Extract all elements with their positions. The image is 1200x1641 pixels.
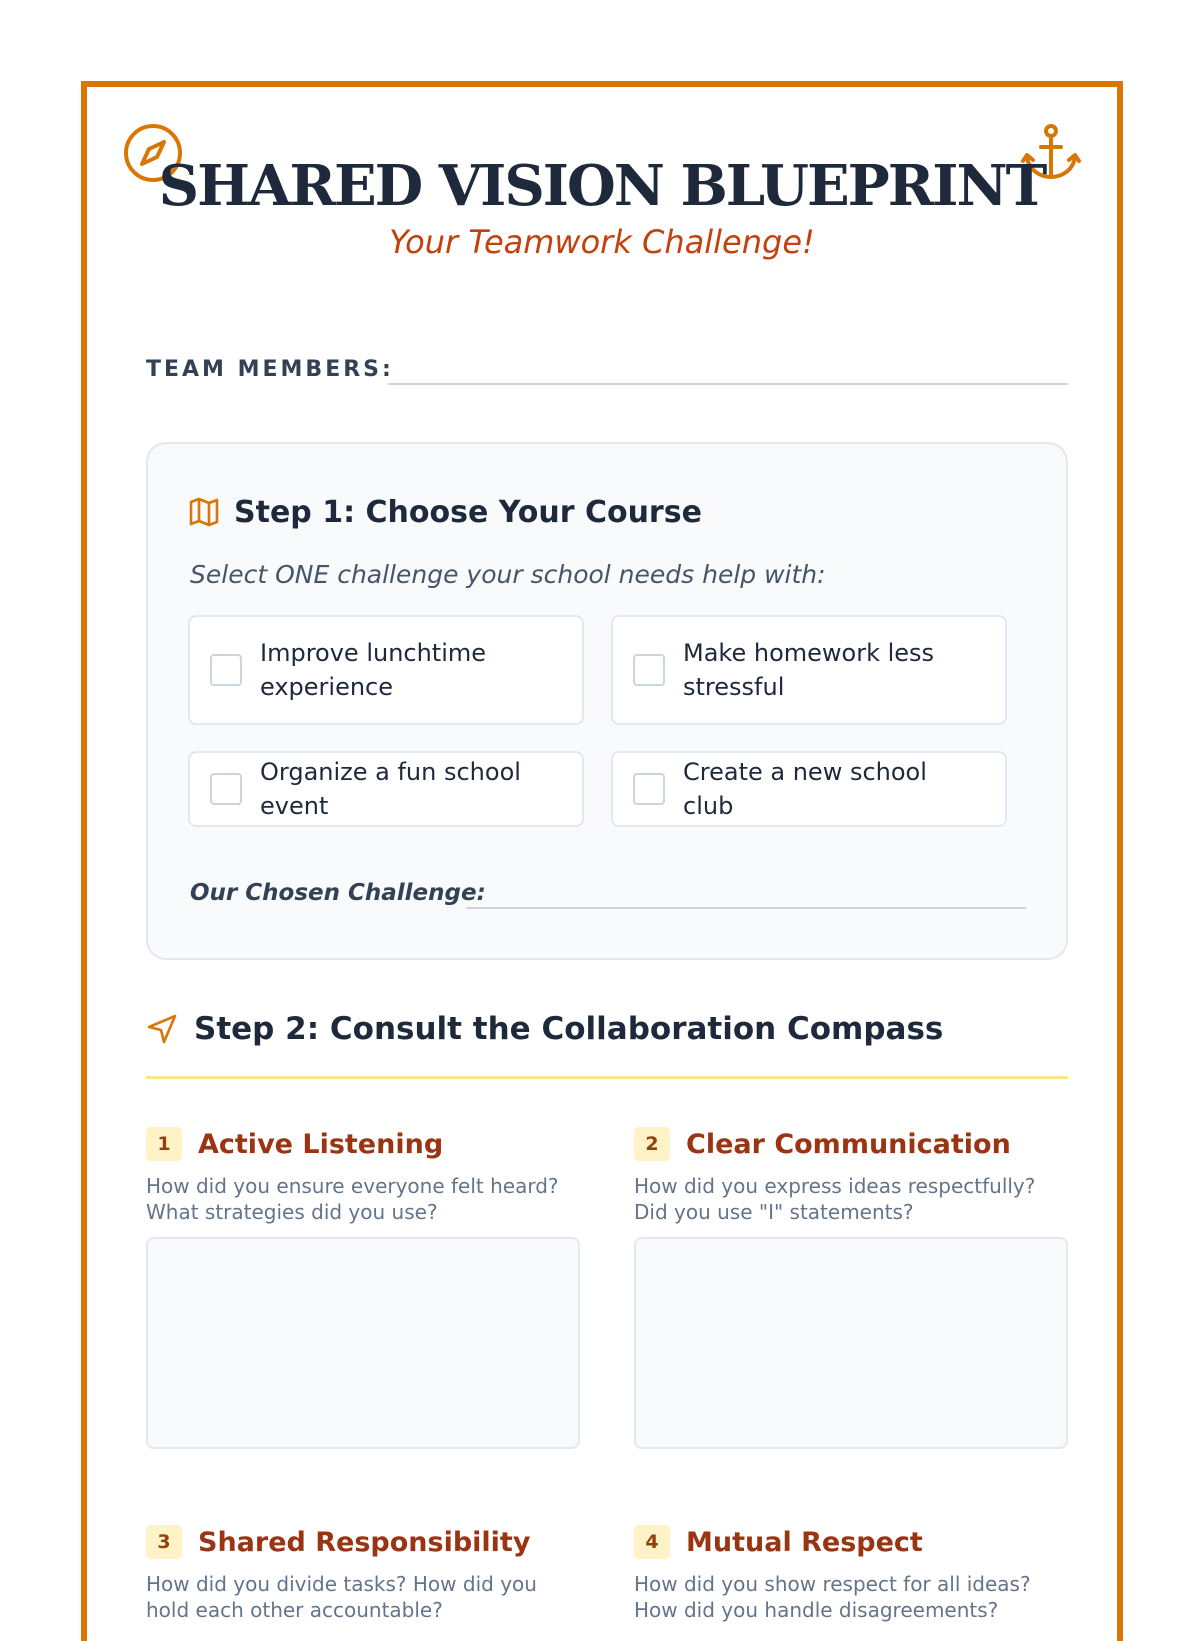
- checkbox[interactable]: [633, 654, 665, 686]
- worksheet: [81, 81, 1123, 1641]
- card-title: Active Listening: [198, 1128, 444, 1160]
- option-label: Improve lunchtime experience: [260, 639, 487, 701]
- challenge-option-lunchtime[interactable]: [188, 615, 584, 725]
- card-header: [634, 1125, 1068, 1163]
- card-title: Mutual Respect: [686, 1526, 923, 1558]
- step1-header: [188, 492, 702, 532]
- map-icon: [188, 497, 220, 527]
- card-prompt: How did you show respect for all ideas? How did you handle disagreements?: [634, 1572, 1031, 1622]
- navigation-arrow-icon: [146, 1013, 178, 1045]
- challenge-option-club[interactable]: [611, 751, 1007, 827]
- step1-section: [146, 442, 1068, 960]
- checkbox[interactable]: [210, 654, 242, 686]
- step1-title: Step 1: Choose Your Course: [234, 494, 702, 530]
- divider: [146, 1076, 1068, 1079]
- option-label: Create a new school club: [683, 758, 927, 820]
- team-members-label: TEAM MEMBERS:: [146, 357, 394, 382]
- step2-header: [146, 1007, 943, 1051]
- number-badge: 1: [146, 1127, 182, 1161]
- chosen-challenge-field[interactable]: [466, 907, 1026, 909]
- compass-card-mutual-respect: [634, 1523, 1068, 1623]
- checkbox[interactable]: [633, 773, 665, 805]
- card-title: Shared Responsibility: [198, 1526, 531, 1558]
- team-members-row: [146, 357, 1068, 387]
- card-title: Clear Communication: [686, 1128, 1011, 1160]
- card-prompt: How did you express ideas respectfully? Did you use "I" statements?: [634, 1174, 1036, 1224]
- option-label: Make homework less stressful: [683, 639, 935, 701]
- answer-box[interactable]: [634, 1237, 1068, 1449]
- challenge-option-event[interactable]: [188, 751, 584, 827]
- step1-instruction: Select ONE challenge your school needs help with:: [190, 560, 826, 589]
- team-members-field[interactable]: [388, 383, 1068, 385]
- page-title: SHARED VISION BLUEPRINT: [158, 153, 1046, 219]
- number-badge: 3: [146, 1525, 182, 1559]
- number-badge: 4: [634, 1525, 670, 1559]
- card-prompt: How did you ensure everyone felt heard? What strategies did you use?: [146, 1174, 559, 1224]
- challenge-option-homework[interactable]: [611, 615, 1007, 725]
- compass-card-shared-responsibility: [146, 1523, 580, 1623]
- compass-card-clear-communication: [634, 1125, 1068, 1449]
- card-header: [634, 1523, 1068, 1561]
- number-badge: 2: [634, 1127, 670, 1161]
- checkbox[interactable]: [210, 773, 242, 805]
- step2-title: Step 2: Consult the Collaboration Compass: [194, 1011, 944, 1047]
- page-subtitle: Your Teamwork Challenge!: [389, 223, 815, 261]
- card-header: [146, 1125, 580, 1163]
- card-prompt: How did you divide tasks? How did you hold each other accountable?: [146, 1572, 537, 1622]
- card-header: [146, 1523, 580, 1561]
- answer-box[interactable]: [146, 1237, 580, 1449]
- compass-card-active-listening: [146, 1125, 580, 1449]
- option-label: Organize a fun school event: [260, 758, 521, 820]
- chosen-challenge-label: Our Chosen Challenge:: [190, 880, 486, 906]
